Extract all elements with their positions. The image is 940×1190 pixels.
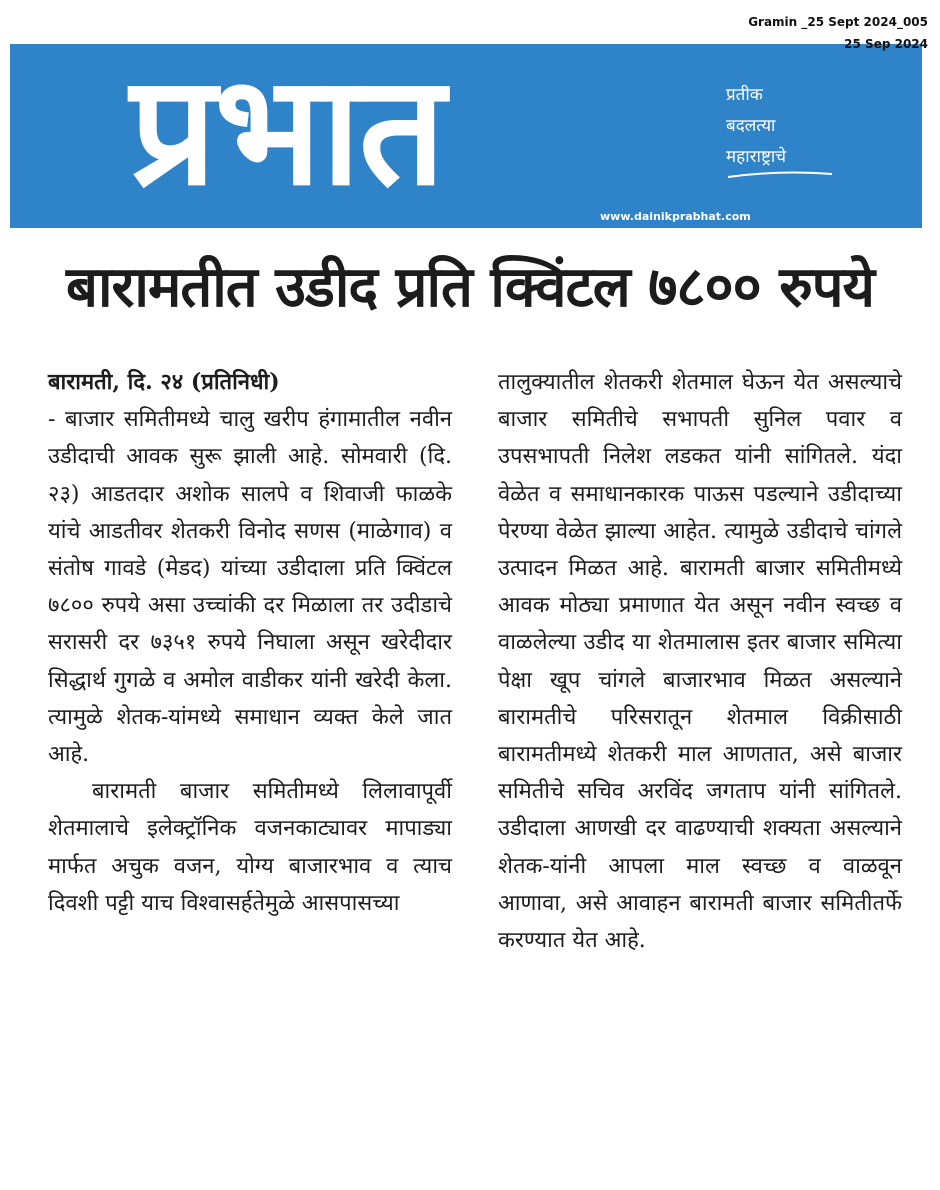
article-dateline: बारामती, दि. २४ (प्रतिनिधी) — [48, 369, 280, 395]
edition-code: Gramin _25 Sept 2024_005 — [748, 15, 928, 29]
edition-date: 25 Sep 2024 — [844, 37, 928, 51]
website-link[interactable]: www.dainikprabhat.com — [600, 210, 751, 223]
tagline-line: महाराष्ट्राचे — [726, 147, 787, 167]
tagline-line: बदलत्या — [726, 116, 776, 136]
masthead-banner — [10, 44, 922, 228]
article-column-left — [48, 364, 452, 922]
article-paragraph: बारामती बाजार समितीमध्ये लिलावापूर्वी शेतमालाचे इलेक्ट्रॉनिक वजनकाट्यावर मापाड्या मार्फत अचुक वजन, योग्य बाजारभाव व त्याच दिवशी पट्टी याच विश्वासर्हतेमुळे आसपासच्या — [48, 779, 452, 916]
article-paragraph: - बाजार समितीमध्ये चालु खरीप हंगामातील नवीन उडीदाची आवक सुरू झाली आहे. सोमवारी (दि. २३) आडतदार अशोक सालपे व शिवाजी फाळके यांचे आडतीवर शेतकरी विनोद सणस (माळेगाव) व संतोष गावडे (मेडद) यांच्या उडीदाला प्रति क्विंटल ७८०० रुपये असा उच्चांकी दर मिळाला तर उदीडाचे सरासरी दर ७३५१ रुपये निघाला असून खरेदीदार सिद्धार्थ गुगळे व अमोल वाडीकर यांनी खरेदी केला. त्यामुळे शेतक-यांमध्ये समाधान व्यक्त केले जात आहे. — [48, 407, 452, 768]
swoosh-icon — [726, 168, 834, 180]
article-column-right — [498, 364, 902, 959]
edition-info — [748, 11, 928, 55]
tagline — [726, 80, 786, 173]
article-paragraph: तालुक्यातील शेतकरी शेतमाल घेऊन येत असल्याचे बाजार समितीचे सभापती सुनिल पवार व उपसभापती निलेश लडकत यांनी सांगितले. यंदा वेळेत व समाधानकारक पाऊस पडल्याने उडीदाच्या पेरण्या वेळेत झाल्या आहेत. त्यामुळे उडीदाचे चांगले उत्पादन मिळत आहे. बारामती बाजार समितीमध्ये आवक मोठ्या प्रमाणात येत असून नवीन स्वच्छ व वाळलेल्या उडीद या शेतमालास इतर बाजार समित्या पेक्षा खूप चांगले बाजारभाव मिळत असल्याने बारामतीचे परिसरातून शेतमाल विक्रीसाठी बारामतीमध्ये शेतकरी माल आणतात, असे बाजार समितीचे सचिव अरविंद जगताप यांनी सांगितले. उडीदाला आणखी दर वाढण्याची शक्यता असल्याने शेतक-यांनी आपला माल स्वच्छ व वाळवून आणावा, असे आवाहन बारामती बाजार समितीतर्फे करण्यात येत आहे. — [498, 370, 902, 954]
newspaper-logo: प्रभात — [130, 42, 444, 219]
tagline-line: प्रतीक — [726, 85, 763, 105]
article-headline: बारामतीत उडीद प्रति क्विंटल ७८०० रुपये — [66, 255, 874, 320]
